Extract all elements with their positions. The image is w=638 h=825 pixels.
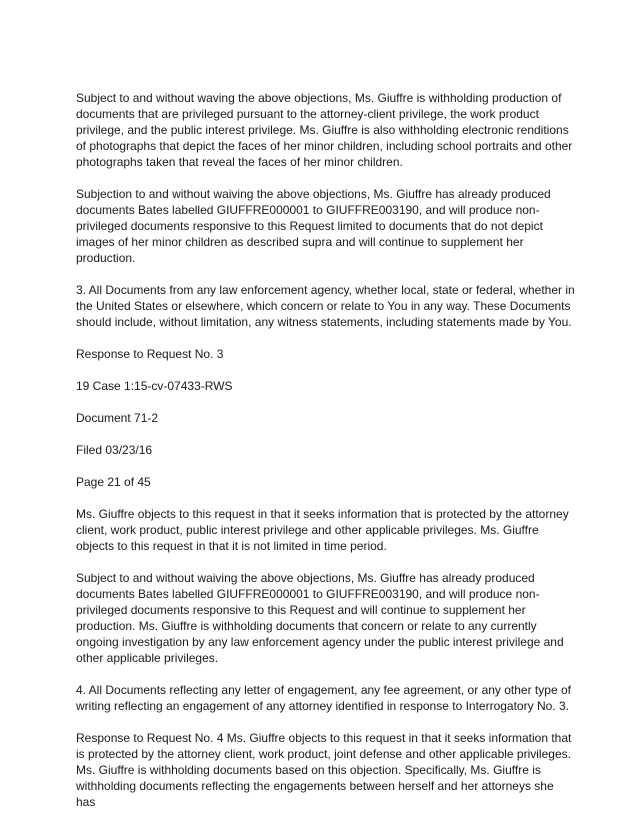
document-body (76, 90, 576, 810)
paragraph-withholding-production: Subject to and without waving the above objections, Ms. Giuffre is withholding production of documents that are privileged pursuant to the attorney-client privilege, the work product privilege, and the public interest privilege. Ms. Giuffre is also withholding electronic renditions of photographs that depict the faces of her minor children, including school portraits and other photographs taken that reveal the faces of her minor children. (76, 91, 573, 169)
paragraph-response-4: Response to Request No. 4 Ms. Giuffre objects to this request in that it seeks information that is protected by the attorney client, work product, joint defense and other applicable privileges. Ms. Giuffre is withholding documents based on this objection. Specifically, Ms. Giuffre is withholding documents reflecting the engagements between herself and her attorneys she has (76, 731, 572, 809)
paragraph-request-4: 4. All Documents reflecting any letter of engagement, any fee agreement, or any other type of writing reflecting an engagement of any attorney identified in response to Interrogatory No. 3. (76, 683, 571, 713)
paragraph-request-3: 3. All Documents from any law enforcement agency, whether local, state or federal, whether in the United States or elsewhere, which concern or relate to You in any way. These Documents should include, without limitation, any witness statements, including statements made by You. (76, 283, 575, 329)
paragraph-objection-3: Ms. Giuffre objects to this request in that it seeks information that is protected by the attorney client, work product, public interest privilege and other applicable privileges. Ms. Giuffre objects to this request in that it is not limited in time period. (76, 507, 569, 553)
page-number: Page 21 of 45 (76, 475, 151, 489)
response-heading-3: Response to Request No. 3 (76, 347, 224, 361)
paragraph-already-produced: Subjection to and without waiving the above objections, Ms. Giuffre has already produced documents Bates labelled GIUFFRE000001 to GIUFFRE003190, and will produce non-privileged documents responsive to this Request limited to documents that do not depict images of her minor children as described supra and will continue to supplement her production. (76, 187, 551, 265)
paragraph-produced-3: Subject to and without waiving the above objections, Ms. Giuffre has already produced documents Bates labelled GIUFFRE000001 to GIUFFRE003190, and will produce non-privileged documents responsive to this Request and will continue to supplement her production. Ms. Giuffre is withholding documents that concern or relate to any currently ongoing investigation by any law enforcement agency under the public interest privilege and other applicable privileges. (76, 571, 564, 665)
filed-date: Filed 03/23/16 (76, 443, 153, 457)
case-number: 19 Case 1:15-cv-07433-RWS (76, 379, 233, 393)
document-number: Document 71-2 (76, 411, 159, 425)
